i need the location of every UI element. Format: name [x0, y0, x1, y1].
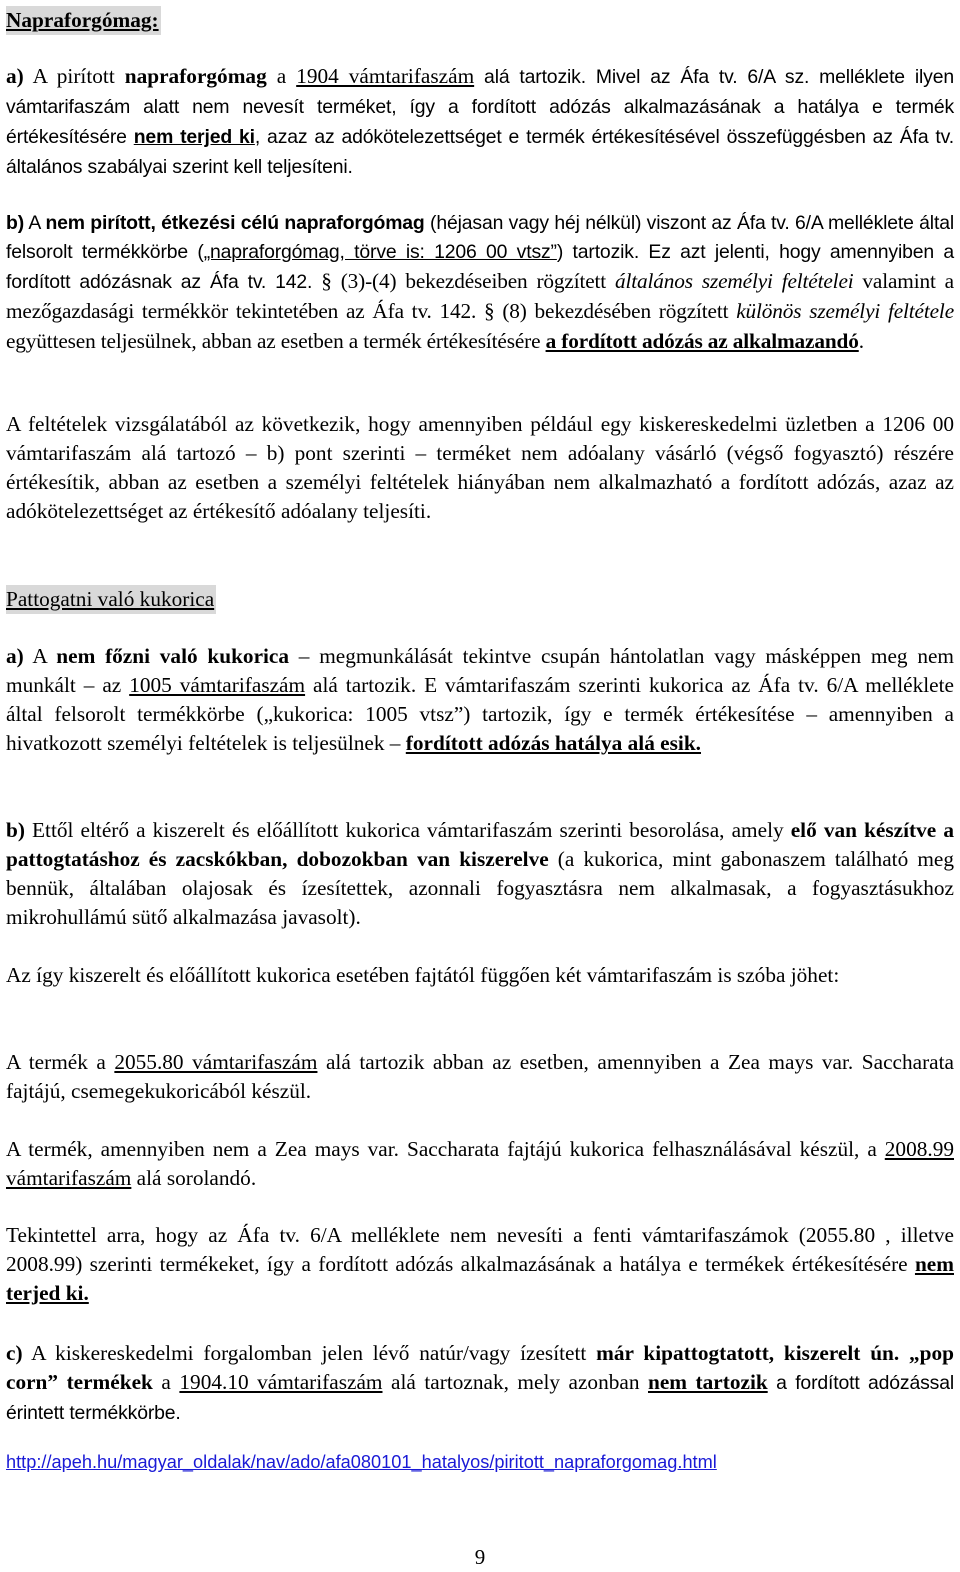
- text-run-bold-underlined: nem terjed ki: [133, 126, 255, 148]
- text-run-serif: .: [858, 329, 864, 353]
- text-run: a: [266, 64, 297, 88]
- text-run: A feltételek vizsgálatából az következik, hogy amennyiben például egy kiskereskedelmi üzletben a 1206 00 vámtarifaszám alá tartozó – b) pont szerinti – terméket nem adóalany vásárló (végső fogyasztó) részére értékesítik, abban az esetben a személyi feltételek hiányában nem alkalmazható a fordított adózás, azaz az adókötelezettséget az értékesítő adóalany teljesíti.: [6, 412, 954, 523]
- heading-text: Pattogatni való kukorica: [6, 587, 215, 611]
- text-run-underlined: 2008.99 vámtarifaszám: [6, 1137, 954, 1190]
- item-label: c): [6, 1341, 23, 1365]
- text-run-bold: elő van készítve a pattogtatáshoz és zacskókban, dobozokban van kiszerelve: [6, 818, 954, 871]
- text-run: ) tartozik. Ez azt jelenti, hogy amennyiben a fordított adózásnak az Áfa tv. 142.: [6, 241, 955, 293]
- text-run-bold: nem főzni való kukorica: [56, 644, 290, 668]
- text-run: Az így kiszerelt és előállított kukorica esetében fajtától függően két vámtarifaszám is szóba jöhet:: [6, 963, 840, 987]
- text-run: a: [152, 1370, 180, 1394]
- text-run: alá tartozik abban az esetben, amennyiben a Zea mays var. Saccharata fajtájú, csemegekukoricából készül.: [6, 1050, 954, 1103]
- item-label: b): [6, 212, 25, 234]
- text-run-sans: a fordított adózással érintett termékkörbe.: [6, 1372, 954, 1424]
- text-run: A: [24, 212, 46, 234]
- paragraph-igy-kiszerelt: [6, 961, 954, 990]
- text-run: ) tartozik, így e termék értékesítése – amennyiben a hivatkozott személyi feltételek is teljesülnek –: [6, 702, 954, 755]
- text-run-bold: már kipattogtatott, kiszerelt ún. „pop corn” termékek: [6, 1341, 954, 1394]
- text-run: Tekintettel arra, hogy az Áfa tv. 6/A melléklete nem nevesíti a fenti vámtarifaszámok (2055.80 , illetve 2008.99) szerinti termékeket, így a fordított adózás alkalmazásának a hatálya e termékek értékesítésére: [6, 1223, 954, 1276]
- text-run-underlined: 1904 vámtarifaszám: [296, 64, 475, 88]
- text-run: A termék, amennyiben nem a Zea mays var. Saccharata fajtájú kukorica felhasználásával készül, a: [6, 1137, 885, 1161]
- paragraph-kukorica-c: [6, 1339, 954, 1428]
- paragraph-termek-2055: [6, 1048, 954, 1106]
- text-run-italic: általános személyi feltételei: [614, 269, 854, 293]
- text-run-italic: különös személyi feltétele: [736, 299, 954, 323]
- heading-text: Napraforgómag:: [6, 8, 159, 32]
- item-label: a): [6, 644, 24, 668]
- source-link[interactable]: http://apeh.hu/magyar_oldalak/nav/ado/afa080101_hatalyos/piritott_napraforgomag.html: [6, 1452, 717, 1472]
- text-run-sans: , azaz az adókötelezettséget e termék értékesítésével összefüggésben az Áfa tv. általános szabályai szerint kell teljesíteni.: [6, 126, 955, 178]
- text-run-bold: nem pirított, étkezési célú napraforgómag: [45, 212, 425, 234]
- item-label: b): [6, 818, 25, 842]
- paragraph-kukorica-b: [6, 816, 954, 932]
- text-run-underlined: 2055.80 vámtarifaszám: [114, 1050, 318, 1074]
- page-number: 9: [474, 1545, 486, 1569]
- text-run-bold-underlined: nem tartozik: [648, 1370, 768, 1394]
- text-run: – megmunkálását tekintve csupán hántolatlan vagy másképpen meg nem munkált – az: [6, 644, 954, 697]
- text-run: (héjasan vagy héj nélkül) viszont az Áfa tv. 6/A melléklete által felsorolt termékkörbe (: [6, 212, 954, 263]
- section-heading-napraforgomag: [6, 6, 161, 35]
- text-run-underlined: „napraforgómag, törve is: 1206 00 vtsz”: [203, 241, 557, 263]
- text-run-serif: együttesen teljesülnek, abban az esetben a termék értékesítésére: [6, 329, 546, 353]
- text-run: A kiskereskedelmi forgalomban jelen lévő natúr/vagy ízesített: [22, 1341, 597, 1365]
- text-run: „kukorica: 1005 vtsz”: [263, 702, 464, 726]
- text-run-sans: alá tartozik. Mivel az Áfa tv. 6/A sz. melléklete ilyen vámtarifaszám alatt nem nevesít terméket, így a fordított adózás alkalmazásának a hatálya e termék értékesítésére: [6, 66, 954, 148]
- text-run: alá sorolandó.: [131, 1166, 257, 1190]
- text-run: A termék a: [6, 1050, 115, 1074]
- text-run-bold: napraforgómag: [124, 64, 267, 88]
- text-run-bold-underlined: a fordított adózás az alkalmazandó: [545, 329, 859, 353]
- section-heading-kukorica: [6, 585, 216, 614]
- text-run: A pirított: [23, 64, 125, 88]
- text-run-underlined: 1904.10 vámtarifaszám: [179, 1370, 383, 1394]
- text-run: alá tartoznak, mely azonban: [382, 1370, 648, 1394]
- paragraph-tekintettel: [6, 1221, 954, 1308]
- text-run: A: [23, 644, 57, 668]
- text-run: Ettől eltérő a kiszerelt és előállított kukorica vámtarifaszám szerinti besorolása, amely: [24, 818, 791, 842]
- item-label: a): [6, 64, 24, 88]
- text-run: (a kukorica, mint gabonaszem található meg bennük, általában olajosak és ízesítettek, azonnali fogyasztásra nem alkalmasak, a fogyasztásukhoz mikrohullámú sütő alkalmazása javasolt).: [6, 847, 954, 929]
- document-page: [6, 0, 954, 1572]
- paragraph-napraforgo-b: [6, 209, 954, 357]
- paragraph-napraforgo-a: [6, 62, 954, 182]
- text-run-bold-underlined: nem terjed ki.: [6, 1252, 954, 1305]
- paragraph-kukorica-a: [6, 642, 954, 758]
- text-run-serif: § (3)-(4) bekezdéseiben rögzített: [321, 269, 615, 293]
- paragraph-termek-2008: [6, 1135, 954, 1193]
- text-run: alá tartozik. E vámtarifaszám szerinti kukorica az Áfa tv. 6/A melléklete által felsorolt termékkörbe (: [6, 673, 954, 726]
- text-run-underlined: 1005 vámtarifaszám: [129, 673, 306, 697]
- text-run-bold-underlined: fordított adózás hatálya alá esik.: [405, 731, 701, 755]
- paragraph-feltetelek: [6, 410, 954, 526]
- text-run-serif: valamint a mezőgazdasági termékkör tekintetében az Áfa tv. 142. § (8) bekezdésében rögzített: [6, 269, 954, 323]
